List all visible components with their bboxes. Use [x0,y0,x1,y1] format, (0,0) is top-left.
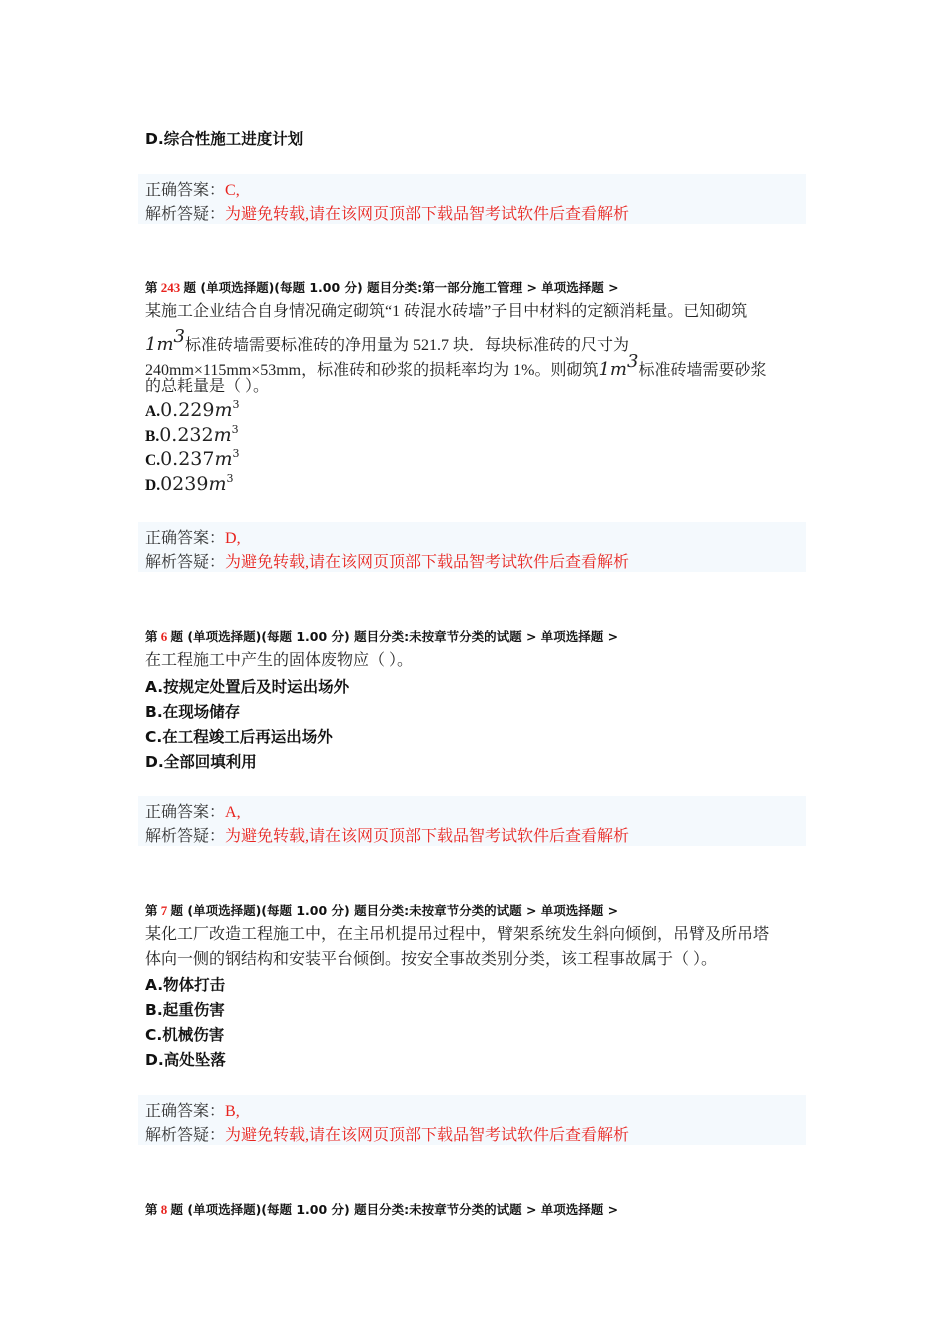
math-sup: 3 [627,351,639,372]
analysis-value: 为避免转载,请在该网页顶部下载品智考试软件后查看解析 [225,1127,630,1144]
answer-box [138,522,806,572]
header-suffix: 题 (单项选择题)(每题 1.00 分) 题目分类:未按章节分类的试题 > 单项选择题 > [170,629,619,644]
question-stem: 在工程施工中产生的固体废物应（ ）。 [145,652,414,669]
option-d: D.高处坠落 [145,1051,226,1069]
question-stem-line: 某施工企业结合自身情况确定砌筑“1 砖混水砖墙”子目中材料的定额消耗量。已知砌筑 [145,303,748,320]
correct-answer-line [145,525,241,548]
header-prefix: 第 [145,280,158,295]
option-c: C.在工程竣工后再运出场外 [145,728,333,746]
answer-value: B, [225,1103,240,1120]
option-a: A.物体打击 [145,976,226,994]
question-number: 243 [160,280,181,295]
answer-box [138,796,806,846]
stem-text: 标准砖墙需要砂浆 [638,362,767,379]
analysis-value: 为避免转载,请在该网页顶部下载品智考试软件后查看解析 [225,828,630,845]
header-suffix: 题 (单项选择题)(每题 1.00 分) 题目分类:未按章节分类的试题 > 单项选择题 > [170,1202,619,1217]
answer-label: 正确答案： [145,804,226,821]
option-a: $A.0.229m^3$ [145,398,240,421]
option-d: $D.0239m^3$ [145,472,234,495]
answer-label: 正确答案： [145,530,226,547]
stem-text: 标准砖墙需要标准砖的净用量为 521.7 块．每块标准砖的尺寸为 [184,337,629,354]
question-stem-line: 的总耗量是（ ）。 [145,378,270,395]
answer-value: C, [225,182,240,199]
analysis-label: 解析答疑： [145,1127,226,1144]
answer-box [138,174,806,224]
analysis-line [145,549,629,572]
math-term: 1m [598,359,627,380]
math-sup: 3 [173,326,185,347]
option-c: $C.0.237m^3$ [145,447,240,470]
question-header [145,627,618,645]
question-number: 6 [160,629,168,644]
option-b: $B.0.232m^3$ [145,423,239,446]
header-suffix: 题 (单项选择题)(每题 1.00 分) 题目分类:未按章节分类的试题 > 单项选择题 > [170,903,619,918]
question-header [145,901,618,919]
header-prefix: 第 [145,629,158,644]
header-prefix: 第 [145,903,158,918]
question-stem-line: 体向一侧的钢结构和安装平台倾倒。按安全事故类别分类，该工程事故属于（ ）。 [145,951,718,968]
option-c: C.机械伤害 [145,1026,225,1044]
analysis-label: 解析答疑： [145,554,226,571]
answer-value: D, [225,530,241,547]
correct-answer-line [145,799,241,822]
question-header [145,278,619,296]
analysis-label: 解析答疑： [145,206,226,223]
analysis-value: 为避免转载,请在该网页顶部下载品智考试软件后查看解析 [225,206,630,223]
stem-text: 240mm×115mm×53mm，标准砖和砂浆的损耗率均为 1%。则砌筑 [145,362,599,379]
answer-label: 正确答案： [145,1103,226,1120]
option-b: B.起重伤害 [145,1001,225,1019]
math-term: 1m [145,334,174,355]
option-b: B.在现场储存 [145,703,241,721]
option-a: A.按规定处置后及时运出场外 [145,678,350,696]
analysis-line [145,1122,629,1145]
header-prefix: 第 [145,1202,158,1217]
analysis-value: 为避免转载,请在该网页顶部下载品智考试软件后查看解析 [225,554,630,571]
option-d: D.全部回填利用 [145,753,257,771]
question-header [145,1200,618,1218]
question-stem-line: 某化工厂改造工程施工中，在主吊机提吊过程中，臂架系统发生斜向倾倒，吊臂及所吊塔 [145,926,770,943]
option-d: D.综合性施工进度计划 [145,130,304,148]
answer-label: 正确答案： [145,182,226,199]
correct-answer-line [145,1098,240,1121]
analysis-line [145,823,629,846]
analysis-label: 解析答疑： [145,828,226,845]
question-number: 8 [160,1202,168,1217]
answer-box [138,1095,806,1145]
correct-answer-line [145,177,240,200]
header-suffix: 题 (单项选择题)(每题 1.00 分) 题目分类:第一部分施工管理 > 单项选择题 > [183,280,619,295]
analysis-line [145,201,629,224]
question-number: 7 [160,903,168,918]
answer-value: A, [225,804,241,821]
